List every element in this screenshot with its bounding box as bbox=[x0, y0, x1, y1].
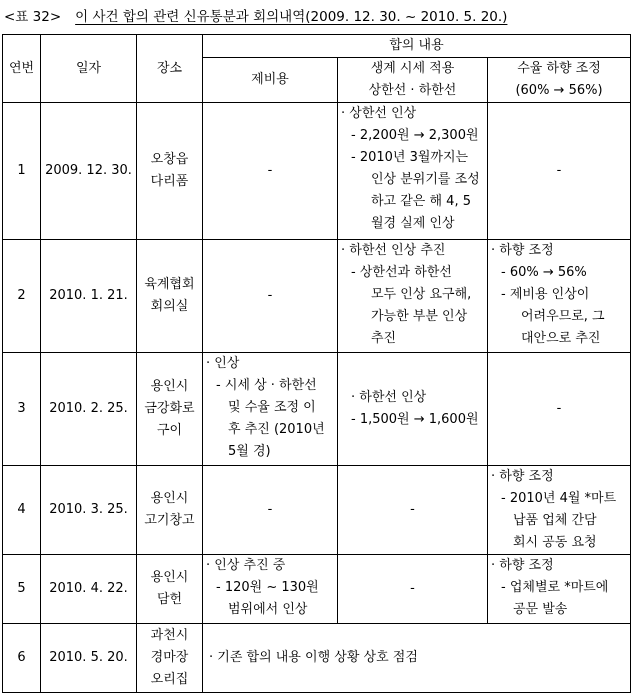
cell-no: 3 bbox=[3, 353, 41, 466]
text-line: 5월 경) bbox=[228, 444, 271, 459]
text-line: - 제비용 인상이 bbox=[501, 287, 590, 302]
text-line: · 인상 추진 중 bbox=[206, 558, 286, 573]
table-caption bbox=[4, 4, 629, 26]
place-line: 구이 bbox=[156, 423, 183, 438]
text-line: 하고 같은 해 4, 5 bbox=[371, 194, 471, 209]
text-line: - 2,200원 → 2,300원 bbox=[351, 128, 479, 143]
cell-fee: - bbox=[488, 103, 631, 240]
text-line: 범위에서 인상 bbox=[228, 602, 308, 617]
text-line: 모두 인상 요구해, bbox=[371, 287, 472, 302]
cell-place bbox=[137, 466, 203, 555]
text-line: 월경 실제 인상 bbox=[371, 216, 455, 231]
text-line: 공문 발송 bbox=[513, 602, 568, 617]
place-line: 오리집 bbox=[150, 672, 189, 687]
cell-price: - bbox=[338, 555, 488, 624]
text-line: · 하향 조정 bbox=[491, 243, 554, 258]
table-row bbox=[3, 624, 631, 693]
text-line: - 60% → 56% bbox=[501, 265, 587, 280]
cell-date: 2010. 4. 22. bbox=[41, 555, 137, 624]
cell-date: 2009. 12. 30. bbox=[41, 103, 137, 240]
cell-date: 2010. 3. 25. bbox=[41, 466, 137, 555]
cell-fee bbox=[488, 240, 631, 353]
cell-place bbox=[137, 103, 203, 240]
text-line: - 2010년 4월 *마트 bbox=[501, 491, 617, 506]
table-row bbox=[3, 353, 631, 466]
text-line: - 업체별로 *마트에 bbox=[501, 580, 609, 595]
cell-merged-content: · 기존 합의 내용 이행 상황 상호 점검 bbox=[203, 624, 631, 693]
header-row-1 bbox=[3, 35, 631, 58]
place-line: 금강화로 bbox=[144, 401, 195, 416]
place-line: 용인시 bbox=[150, 570, 189, 585]
table-title: 이 사건 합의 관련 신유통분과 회의내역(2009. 12. 30. ~ 2010. 5. 20.) bbox=[75, 9, 508, 25]
cell-fee bbox=[488, 555, 631, 624]
header-price-line2: 상한선 · 하한선 bbox=[368, 83, 457, 98]
cell-commission: - bbox=[203, 103, 338, 240]
text-line: · 상한선 인상 bbox=[341, 106, 417, 121]
table-number: <표 32> bbox=[4, 9, 62, 25]
cell-place bbox=[137, 624, 203, 693]
cell-place bbox=[137, 555, 203, 624]
meeting-table bbox=[2, 34, 631, 693]
table-row bbox=[3, 240, 631, 353]
text-line: 어려우므로, 그 bbox=[521, 309, 605, 324]
text-line: · 하향 조정 bbox=[491, 558, 554, 573]
cell-price bbox=[338, 240, 488, 353]
text-line: 납품 업체 간담 bbox=[513, 513, 597, 528]
text-line: · 하한선 인상 추진 bbox=[341, 243, 446, 258]
text-line: 추진 bbox=[371, 331, 397, 346]
cell-price bbox=[338, 103, 488, 240]
table-row bbox=[3, 555, 631, 624]
table-row bbox=[3, 466, 631, 555]
cell-fee: - bbox=[488, 353, 631, 466]
cell-price bbox=[338, 353, 488, 466]
place-line: 과천시 bbox=[150, 628, 189, 643]
header-fee bbox=[488, 58, 631, 103]
place-line: 용인시 bbox=[150, 491, 189, 506]
text-line: - 시세 상 · 하한선 bbox=[216, 378, 317, 393]
place-line: 용인시 bbox=[150, 379, 189, 394]
cell-date: 2010. 1. 21. bbox=[41, 240, 137, 353]
header-price-line1: 생계 시세 적용 bbox=[370, 61, 455, 76]
cell-no: 6 bbox=[3, 624, 41, 693]
text-line: - 상한선과 하한선 bbox=[351, 265, 452, 280]
cell-fee bbox=[488, 466, 631, 555]
text-line: 후 추진 (2010년 bbox=[228, 422, 325, 437]
place-line: 경마장 bbox=[150, 650, 189, 665]
cell-place bbox=[137, 353, 203, 466]
text-line: · 인상 bbox=[206, 356, 240, 371]
place-line: 회의실 bbox=[150, 299, 189, 314]
cell-no: 5 bbox=[3, 555, 41, 624]
text-line: - 120원 ~ 130원 bbox=[216, 580, 319, 595]
cell-commission: - bbox=[203, 240, 338, 353]
text-line: · 하향 조정 bbox=[491, 469, 554, 484]
header-no: 연번 bbox=[3, 35, 41, 103]
cell-commission bbox=[203, 353, 338, 466]
header-date: 일자 bbox=[41, 35, 137, 103]
cell-no: 1 bbox=[3, 103, 41, 240]
text-line: 및 수율 조정 이 bbox=[228, 400, 316, 415]
cell-date: 2010. 5. 20. bbox=[41, 624, 137, 693]
text-line: - 1,500원 → 1,600원 bbox=[351, 412, 479, 427]
cell-date: 2010. 2. 25. bbox=[41, 353, 137, 466]
header-fee-line2: (60% → 56%) bbox=[515, 83, 603, 98]
cell-place bbox=[137, 240, 203, 353]
header-agreement: 합의 내용 bbox=[203, 35, 631, 58]
place-line: 고기창고 bbox=[144, 513, 195, 528]
cell-commission bbox=[203, 555, 338, 624]
text-line: 가능한 부분 인상 bbox=[371, 309, 468, 324]
text-line: 회시 공동 요청 bbox=[513, 535, 597, 550]
place-line: 다리폼 bbox=[150, 174, 189, 189]
cell-no: 2 bbox=[3, 240, 41, 353]
text-line: 인상 분위기를 조성 bbox=[371, 172, 480, 187]
text-line: 대안으로 추진 bbox=[521, 331, 601, 346]
header-price bbox=[338, 58, 488, 103]
text-line: - 2010년 3월까지는 bbox=[351, 150, 469, 165]
header-place: 장소 bbox=[137, 35, 203, 103]
text-line: · 하한선 인상 bbox=[351, 390, 427, 405]
cell-commission: - bbox=[203, 466, 338, 555]
place-line: 오창읍 bbox=[150, 152, 189, 167]
header-commission: 제비용 bbox=[203, 58, 338, 103]
cell-no: 4 bbox=[3, 466, 41, 555]
place-line: 담헌 bbox=[156, 592, 183, 607]
table-row bbox=[3, 103, 631, 240]
cell-price: - bbox=[338, 466, 488, 555]
place-line: 육계협회 bbox=[144, 277, 195, 292]
header-fee-line1: 수율 하향 조정 bbox=[517, 61, 601, 76]
